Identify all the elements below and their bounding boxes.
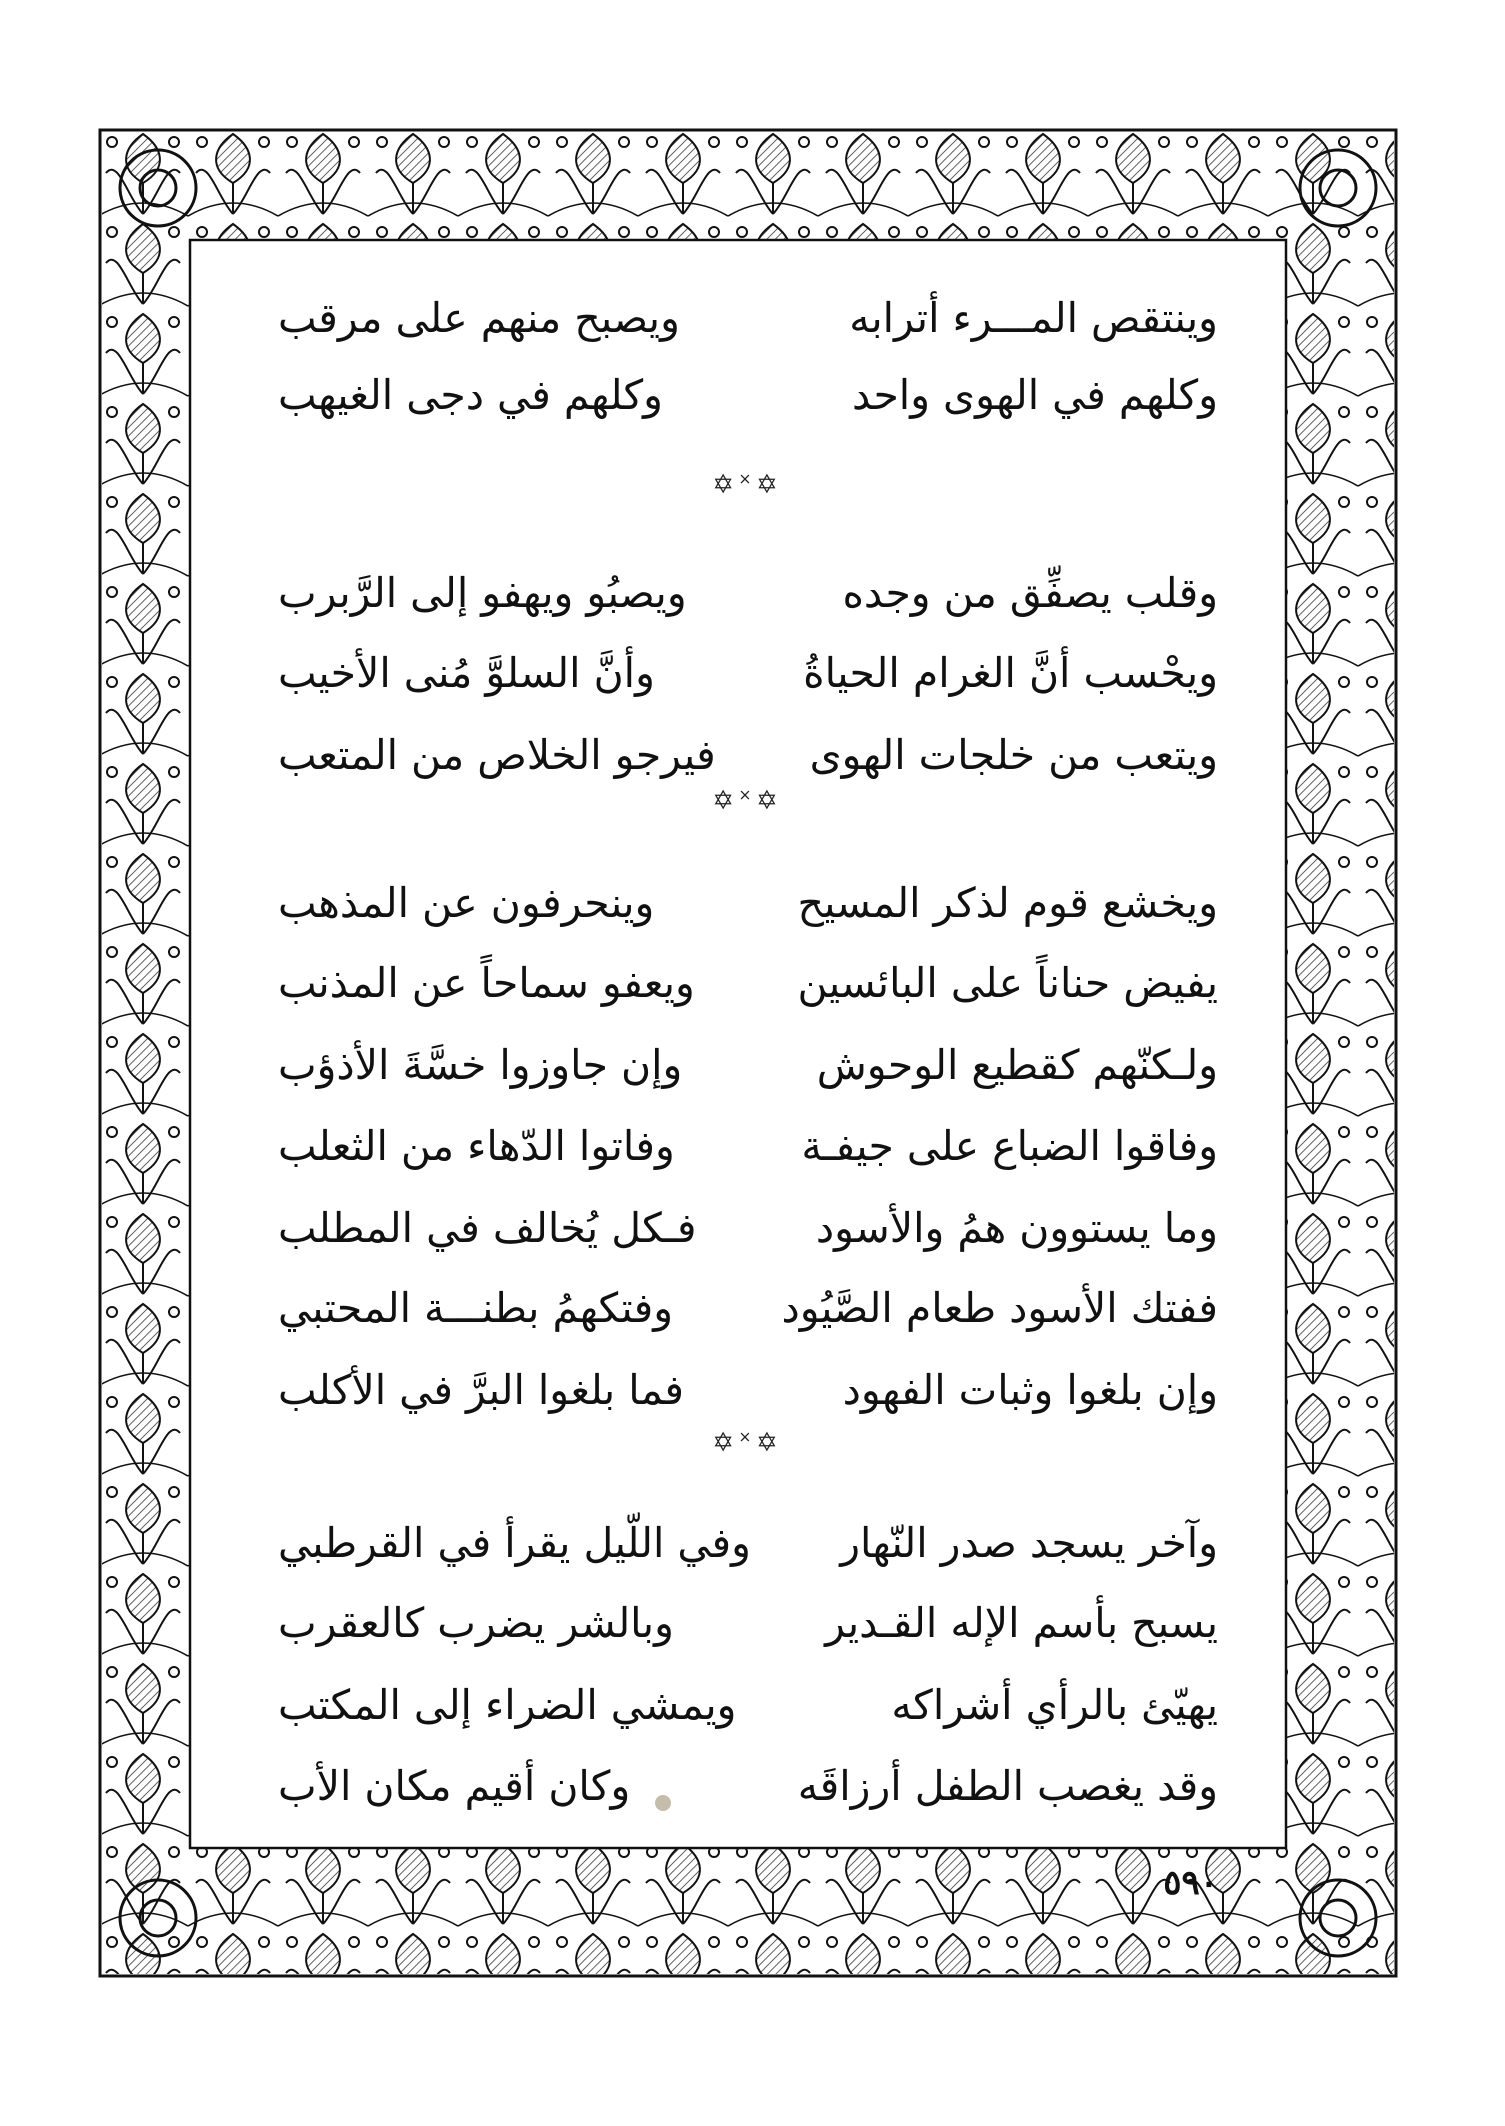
verse-second-hemistich: فـكل يُخالف في المطلب — [278, 1204, 697, 1252]
verse-first-hemistich: وقد يغصب الطفل أرزاقَه — [797, 1762, 1218, 1810]
verse — [278, 553, 1218, 633]
verse-first-hemistich: ويحْسب أنَّ الغرام الحياةُ — [803, 649, 1218, 697]
verse-first-hemistich: وينتقص المـــرء أترابه — [849, 294, 1218, 342]
stanza-separator-stars: ✡˟✡ — [712, 786, 784, 816]
verse-second-hemistich: وأنَّ السلوَّ مُنى الأخيب — [278, 649, 655, 697]
verse — [278, 1746, 1218, 1826]
verse-first-hemistich: ولـكنّهم كقطيع الوحوش — [816, 1041, 1218, 1089]
verse — [278, 863, 1218, 943]
verse-second-hemistich: وفي اللّيل يقرأ في القرطبي — [278, 1519, 751, 1567]
verse-first-hemistich: وآخر يسجد صدر النّهار — [840, 1519, 1218, 1567]
verse-second-hemistich: فما بلغوا البرَّ في الأكلب — [278, 1366, 685, 1414]
verse — [278, 715, 1218, 795]
verse-first-hemistich: وإن بلغوا وثبات الفهود — [842, 1366, 1218, 1414]
verse-second-hemistich: ويصبُو ويهفو إلى الرَّبرب — [278, 569, 687, 617]
verse-second-hemistich: فيرجو الخلاص من المتعب — [278, 731, 716, 779]
verse-second-hemistich: وينحرفون عن المذهب — [278, 879, 655, 927]
verse — [278, 1503, 1218, 1583]
stanza-separator-stars: ✡˟✡ — [712, 1428, 784, 1458]
verse-second-hemistich: ويمشي الضراء إلى المكتب — [278, 1681, 737, 1729]
verse — [278, 1350, 1218, 1430]
verse-first-hemistich: وفاقوا الضباع على جيفـة — [801, 1122, 1218, 1170]
verse-second-hemistich: وإن جاوزوا خسَّةَ الأذؤب — [278, 1041, 683, 1089]
verse — [278, 278, 1218, 358]
ornamental-border — [98, 128, 1398, 1978]
verse — [278, 355, 1218, 435]
verse-first-hemistich: يهيّئ بالرأي أشراكه — [891, 1681, 1218, 1729]
verse-second-hemistich: وفاتوا الدّهاء من الثعلب — [278, 1122, 675, 1170]
verse-first-hemistich: يفيض حناناً على البائسين — [797, 959, 1218, 1007]
verse — [278, 1665, 1218, 1745]
page-number: ٥٩٠ — [1163, 1863, 1218, 1903]
verse — [278, 1583, 1218, 1663]
verse-first-hemistich: ففتك الأسود طعام الصَّيُود — [781, 1284, 1218, 1332]
paper-stain — [655, 1795, 671, 1811]
verse — [278, 633, 1218, 713]
verse-first-hemistich: وقلب يصفِّق من وجده — [842, 569, 1218, 617]
verse-first-hemistich: يسبح بأسم الإله القـدير — [825, 1599, 1218, 1647]
verse-first-hemistich: ويتعب من خلجات الهوى — [809, 731, 1218, 779]
verse — [278, 1025, 1218, 1105]
verse — [278, 1106, 1218, 1186]
verse-second-hemistich: وكان أقيم مكان الأب — [278, 1762, 631, 1810]
verse — [278, 1268, 1218, 1348]
verse-second-hemistich: وفتكهمُ بطنـــة المحتبي — [278, 1284, 674, 1332]
verse-first-hemistich: وكلهم في الهوى واحد — [851, 371, 1218, 419]
verse — [278, 943, 1218, 1023]
verse-second-hemistich: ويصبح منهم على مرقب — [278, 294, 680, 342]
poem-body — [278, 128, 1218, 1978]
verse-second-hemistich: وكلهم في دجى الغيهب — [278, 371, 663, 419]
verse-first-hemistich: وما يستوون همُ والأسود — [815, 1204, 1218, 1252]
verse — [278, 1188, 1218, 1268]
stanza-separator-stars: ✡˟✡ — [712, 470, 784, 500]
verse-second-hemistich: وبالشر يضرب كالعقرب — [278, 1599, 674, 1647]
verse-second-hemistich: ويعفو سماحاً عن المذنب — [278, 959, 695, 1007]
verse-first-hemistich: ويخشع قوم لذكر المسيح — [797, 879, 1218, 927]
